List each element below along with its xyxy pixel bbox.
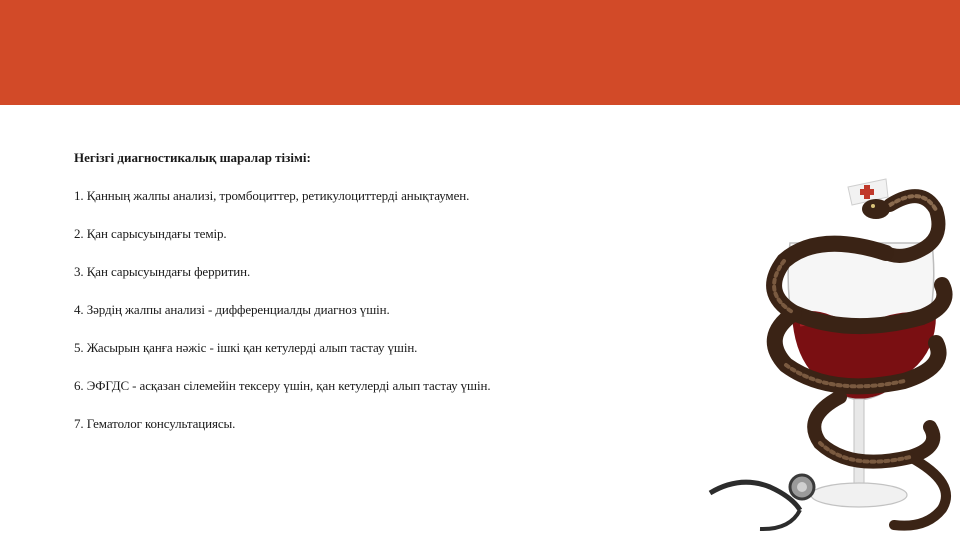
snake-wine-glass-stethoscope-icon xyxy=(690,165,960,540)
list-item: 1. Қанның жалпы анализі, тромбоциттер, ретикулоциттерді анықтаумен. xyxy=(74,188,470,203)
header-band xyxy=(0,0,960,105)
list-item: 7. Гематолог консультациясы. xyxy=(74,416,236,431)
slide-content xyxy=(74,150,674,454)
list-item: 5. Жасырын қанға нәжіс - ішкі қан кетулерді алып тастау үшін. xyxy=(74,340,418,355)
list-item: 6. ЭФГДС - асқазан сілемейін тексеру үшін, қан кетулерді алып тастау үшін. xyxy=(74,378,491,393)
stethoscope-icon xyxy=(710,475,814,529)
list-item: 4. Зәрдің жалпы анализі - дифференциалды диагноз үшін. xyxy=(74,302,390,317)
slide-heading: Негізгі диагностикалық шаралар тізімі: xyxy=(74,150,311,165)
list-item: 3. Қан сарысуындағы ферритин. xyxy=(74,264,251,279)
list-item: 2. Қан сарысуындағы темір. xyxy=(74,226,227,241)
